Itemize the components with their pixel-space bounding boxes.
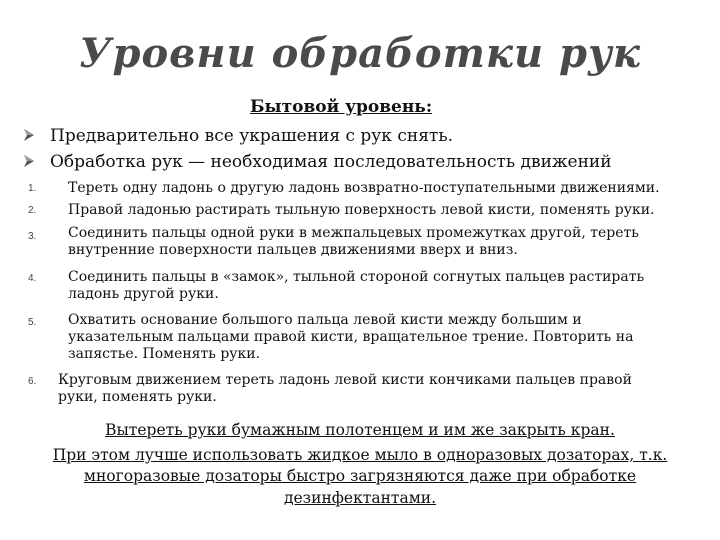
arrow-bullet-icon — [22, 128, 36, 142]
step-number: 1. — [28, 183, 37, 194]
step-text: Соединить пальцы в «замок», тыльной стороной согнутых пальцев растирать ладонь другой руки. — [68, 269, 645, 302]
subheading: Бытовой уровень: — [250, 97, 433, 117]
bullet-text: Предварительно все украшения с рук снять. — [50, 126, 453, 146]
footer-line-4: дезинфектантами. — [283, 489, 437, 507]
page-title: Уровни обработки рук — [79, 30, 641, 77]
step-number: 3. — [28, 231, 37, 242]
step-text: Тереть одну ладонь о другую ладонь возвратно-поступательными движениями. — [68, 180, 660, 196]
footer-line-1: Вытереть руки бумажным полотенцем и им же закрыть кран. — [105, 421, 615, 439]
step-number: 2. — [28, 205, 37, 216]
step-number: 5. — [28, 317, 37, 328]
bullet-item — [22, 152, 612, 172]
step-text: Правой ладонью растирать тыльную поверхность левой кисти, поменять руки. — [68, 202, 655, 218]
step-text: Охватить основание большого пальца левой кисти между большим и указательным пальцами правой кисти, вращательное трение. Повторить на запястье. Поменять руки. — [68, 312, 634, 362]
step-text: Круговым движением тереть ладонь левой кисти кончиками пальцев правой руки, поменять руки. — [58, 372, 632, 405]
footer-line-3: многоразовые дозаторы быстро загрязняются даже при обработке — [83, 467, 637, 485]
arrow-bullet-icon — [22, 154, 36, 168]
step-number: 6. — [28, 376, 37, 387]
bullet-item — [22, 126, 453, 146]
step-text: Соединить пальцы одной руки в межпальцевых промежутках другой, тереть внутренние поверхности пальцев движениями вверх и вниз. — [68, 225, 639, 258]
step-number: 4. — [28, 273, 37, 284]
footer-line-2: При этом лучше использовать жидкое мыло в одноразовых дозаторах, т.к. — [52, 446, 668, 464]
bullet-text: Обработка рук — необходимая последовательность движений — [50, 152, 612, 172]
